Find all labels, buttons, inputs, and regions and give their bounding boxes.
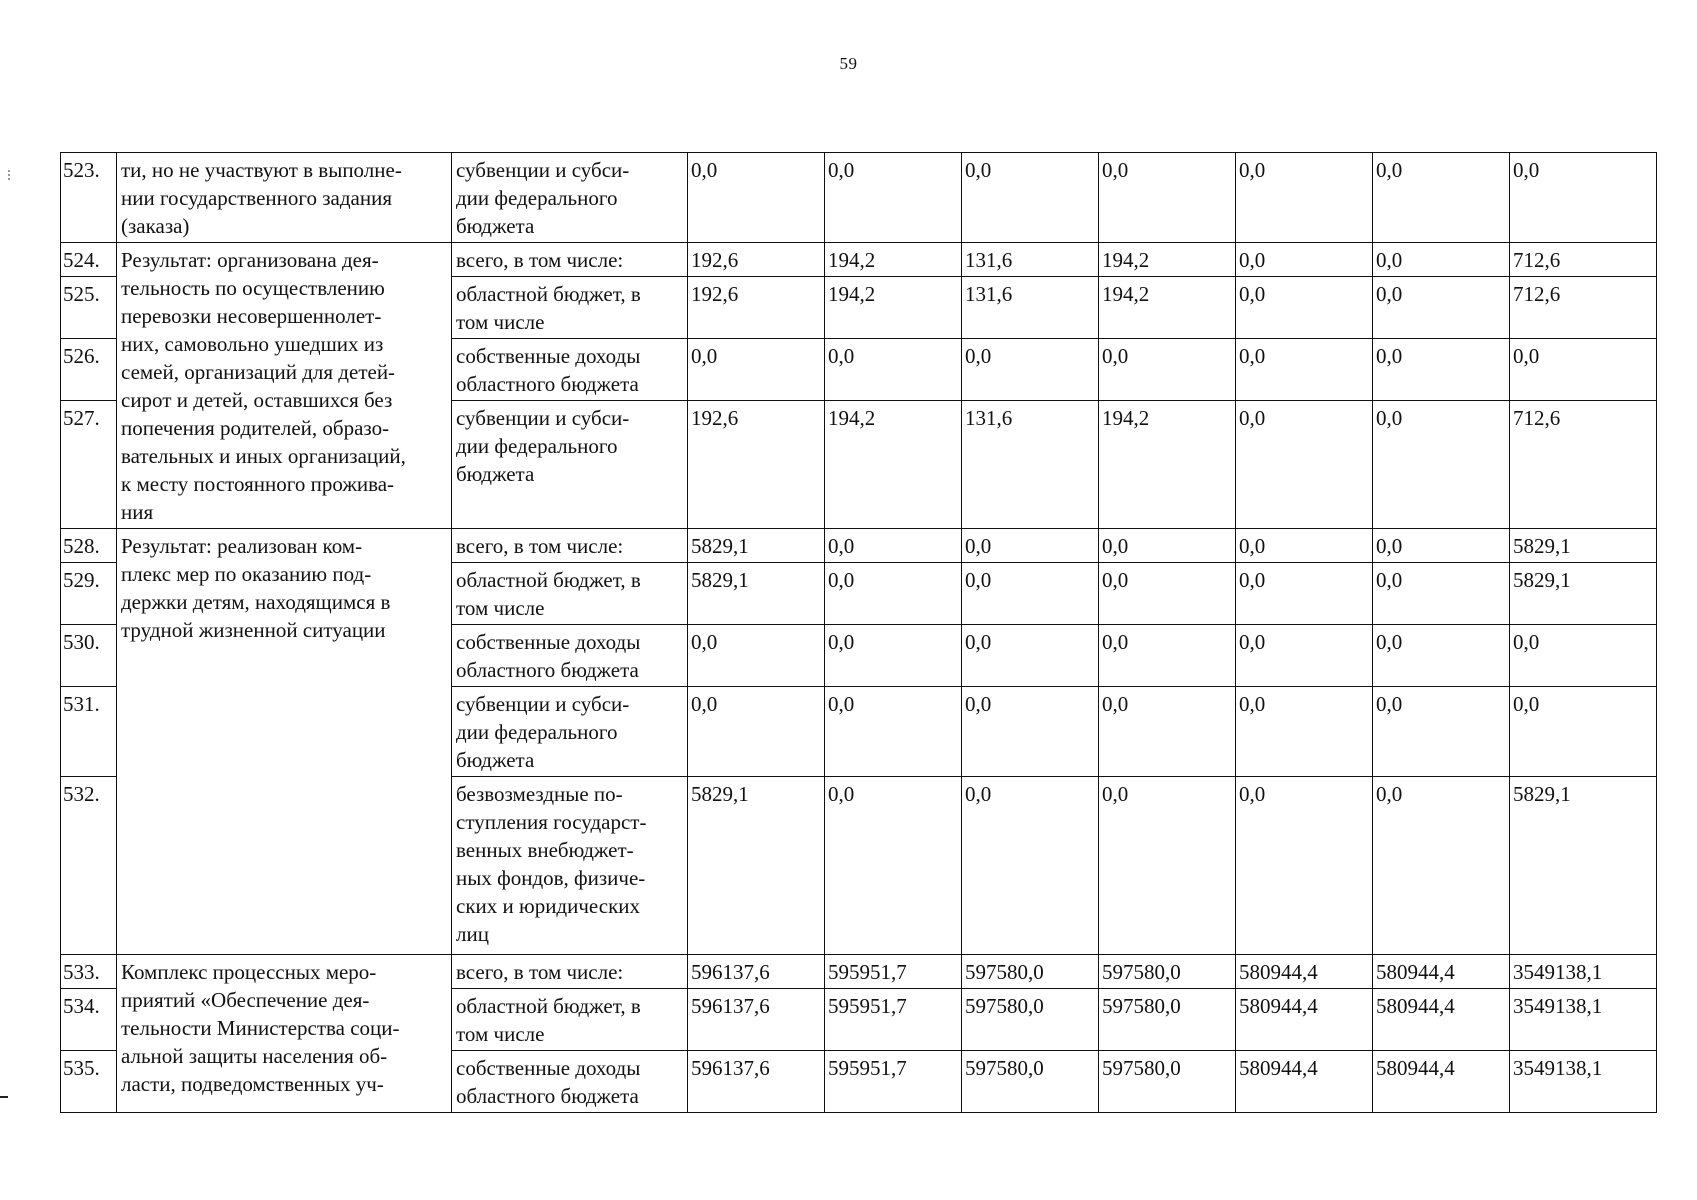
value-cell: 580944,4 <box>1236 989 1373 1051</box>
value-cell: 0,0 <box>1373 625 1510 687</box>
value-cell: 0,0 <box>1373 777 1510 955</box>
value-cell: 0,0 <box>1236 625 1373 687</box>
value-cell: 0,0 <box>688 153 825 243</box>
value-cell: 194,2 <box>1099 277 1236 339</box>
value-cell: 580944,4 <box>1373 1051 1510 1113</box>
value-cell: 192,6 <box>688 243 825 277</box>
row-number: 531. <box>61 687 117 777</box>
row-description: Результат: реализован ком- плекс мер по оказанию под- держки детям, находящимся в трудной жизненной ситуации <box>117 529 452 955</box>
value-cell: 0,0 <box>1510 625 1657 687</box>
value-cell: 595951,7 <box>825 1051 962 1113</box>
budget-table <box>60 152 1657 1113</box>
value-cell: 580944,4 <box>1373 955 1510 989</box>
funding-source: собственные доходы областного бюджета <box>452 1051 688 1113</box>
value-cell: 0,0 <box>1373 243 1510 277</box>
value-cell: 194,2 <box>1099 243 1236 277</box>
value-cell: 0,0 <box>825 777 962 955</box>
value-cell: 597580,0 <box>1099 989 1236 1051</box>
row-description: Результат: организована дея- тельность по осуществлению перевозки несовершеннолет- них, самовольно ушедших из семей, организаций для детей- сирот и детей, оставшихся без попечения родителей, образо- вательных и иных организаций, к месту постоянного прожива- ния <box>117 243 452 529</box>
value-cell: 0,0 <box>1510 153 1657 243</box>
value-cell: 580944,4 <box>1236 955 1373 989</box>
value-cell: 597580,0 <box>1099 1051 1236 1113</box>
value-cell: 0,0 <box>962 339 1099 401</box>
row-number: 527. <box>61 401 117 529</box>
value-cell: 0,0 <box>1236 401 1373 529</box>
row-number: 535. <box>61 1051 117 1113</box>
funding-source: областной бюджет, в том числе <box>452 563 688 625</box>
funding-source: собственные доходы областного бюджета <box>452 339 688 401</box>
row-description: ти, но не участвуют в выполне- нии государственного задания (заказа) <box>117 153 452 243</box>
row-number: 533. <box>61 955 117 989</box>
value-cell: 0,0 <box>1373 401 1510 529</box>
value-cell: 5829,1 <box>688 563 825 625</box>
value-cell: 194,2 <box>825 243 962 277</box>
value-cell: 0,0 <box>1373 277 1510 339</box>
funding-source: безвозмездные по- ступления государст- венных внебюджет- ных фондов, физиче- ских и юридических лиц <box>452 777 688 955</box>
value-cell: 5829,1 <box>1510 777 1657 955</box>
value-cell: 3549138,1 <box>1510 955 1657 989</box>
value-cell: 0,0 <box>1373 339 1510 401</box>
value-cell: 597580,0 <box>1099 955 1236 989</box>
table-body <box>61 153 1657 1113</box>
margin-mark <box>8 170 12 180</box>
value-cell: 3549138,1 <box>1510 1051 1657 1113</box>
value-cell: 0,0 <box>962 563 1099 625</box>
funding-source: областной бюджет, в том числе <box>452 277 688 339</box>
value-cell: 0,0 <box>962 687 1099 777</box>
row-description: Комплекс процессных меро- приятий «Обеспечение дея- тельности Министерства соци- альной защиты населения об- ласти, подведомственных уч- <box>117 955 452 1113</box>
value-cell: 0,0 <box>962 625 1099 687</box>
value-cell: 712,6 <box>1510 277 1657 339</box>
value-cell: 596137,6 <box>688 955 825 989</box>
value-cell: 0,0 <box>1236 277 1373 339</box>
value-cell: 0,0 <box>1099 687 1236 777</box>
value-cell: 0,0 <box>1236 243 1373 277</box>
value-cell: 131,6 <box>962 243 1099 277</box>
row-number: 529. <box>61 563 117 625</box>
funding-source: субвенции и субси- дии федерального бюджета <box>452 401 688 529</box>
value-cell: 0,0 <box>1099 529 1236 563</box>
value-cell: 0,0 <box>825 339 962 401</box>
funding-source: субвенции и субси- дии федерального бюджета <box>452 153 688 243</box>
value-cell: 0,0 <box>1099 625 1236 687</box>
table-row <box>61 955 1657 989</box>
value-cell: 0,0 <box>1236 563 1373 625</box>
value-cell: 0,0 <box>825 153 962 243</box>
value-cell: 595951,7 <box>825 955 962 989</box>
value-cell: 0,0 <box>1373 529 1510 563</box>
funding-source: собственные доходы областного бюджета <box>452 625 688 687</box>
value-cell: 712,6 <box>1510 243 1657 277</box>
value-cell: 131,6 <box>962 401 1099 529</box>
value-cell: 0,0 <box>1099 153 1236 243</box>
row-number: 528. <box>61 529 117 563</box>
funding-source: областной бюджет, в том числе <box>452 989 688 1051</box>
row-number: 523. <box>61 153 117 243</box>
value-cell: 0,0 <box>825 563 962 625</box>
value-cell: 0,0 <box>1236 777 1373 955</box>
value-cell: 712,6 <box>1510 401 1657 529</box>
value-cell: 0,0 <box>1510 687 1657 777</box>
value-cell: 192,6 <box>688 401 825 529</box>
value-cell: 580944,4 <box>1236 1051 1373 1113</box>
funding-source: всего, в том числе: <box>452 529 688 563</box>
value-cell: 0,0 <box>1236 529 1373 563</box>
value-cell: 3549138,1 <box>1510 989 1657 1051</box>
value-cell: 0,0 <box>1510 339 1657 401</box>
value-cell: 596137,6 <box>688 989 825 1051</box>
value-cell: 0,0 <box>1099 777 1236 955</box>
row-number: 532. <box>61 777 117 955</box>
table-row <box>61 243 1657 277</box>
value-cell: 597580,0 <box>962 989 1099 1051</box>
row-number: 526. <box>61 339 117 401</box>
value-cell: 5829,1 <box>688 529 825 563</box>
value-cell: 0,0 <box>1373 153 1510 243</box>
value-cell: 0,0 <box>825 529 962 563</box>
value-cell: 5829,1 <box>688 777 825 955</box>
value-cell: 0,0 <box>962 153 1099 243</box>
value-cell: 0,0 <box>688 339 825 401</box>
value-cell: 0,0 <box>825 687 962 777</box>
value-cell: 597580,0 <box>962 1051 1099 1113</box>
row-number: 524. <box>61 243 117 277</box>
page-number: 59 <box>839 54 858 73</box>
funding-source: всего, в том числе: <box>452 955 688 989</box>
value-cell: 131,6 <box>962 277 1099 339</box>
value-cell: 0,0 <box>962 777 1099 955</box>
table-row <box>61 529 1657 563</box>
row-number: 525. <box>61 277 117 339</box>
value-cell: 194,2 <box>825 277 962 339</box>
row-number: 530. <box>61 625 117 687</box>
funding-source: субвенции и субси- дии федерального бюджета <box>452 687 688 777</box>
value-cell: 194,2 <box>825 401 962 529</box>
value-cell: 0,0 <box>1099 339 1236 401</box>
value-cell: 0,0 <box>825 625 962 687</box>
value-cell: 0,0 <box>1236 339 1373 401</box>
value-cell: 0,0 <box>1099 563 1236 625</box>
value-cell: 0,0 <box>688 625 825 687</box>
value-cell: 194,2 <box>1099 401 1236 529</box>
value-cell: 192,6 <box>688 277 825 339</box>
value-cell: 5829,1 <box>1510 563 1657 625</box>
row-number: 534. <box>61 989 117 1051</box>
value-cell: 596137,6 <box>688 1051 825 1113</box>
value-cell: 0,0 <box>962 529 1099 563</box>
value-cell: 0,0 <box>1236 687 1373 777</box>
value-cell: 580944,4 <box>1373 989 1510 1051</box>
value-cell: 597580,0 <box>962 955 1099 989</box>
value-cell: 595951,7 <box>825 989 962 1051</box>
value-cell: 0,0 <box>1236 153 1373 243</box>
value-cell: 0,0 <box>688 687 825 777</box>
value-cell: 5829,1 <box>1510 529 1657 563</box>
table-row <box>61 153 1657 243</box>
funding-source: всего, в том числе: <box>452 243 688 277</box>
value-cell: 0,0 <box>1373 687 1510 777</box>
margin-tick <box>0 1096 8 1098</box>
value-cell: 0,0 <box>1373 563 1510 625</box>
